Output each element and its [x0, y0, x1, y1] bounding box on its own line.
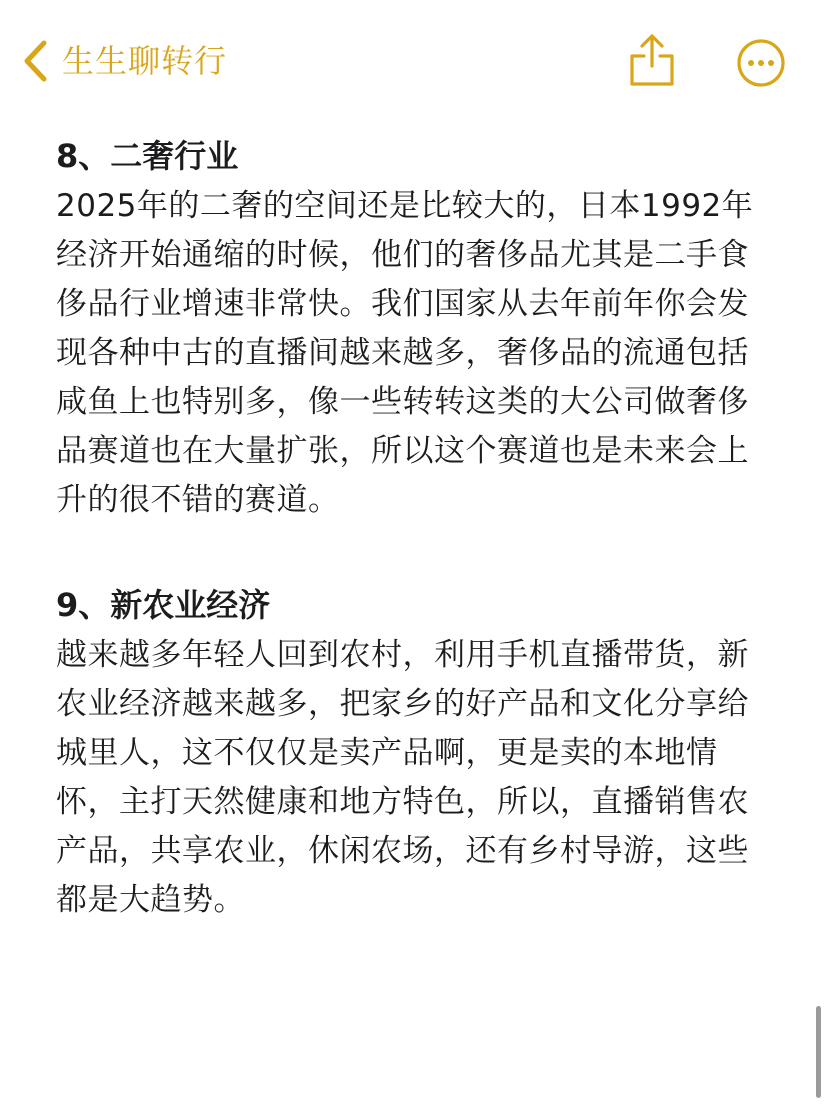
back-button[interactable]	[22, 36, 227, 86]
vertical-scrollbar[interactable]	[816, 1006, 821, 1098]
note-section-9	[56, 579, 768, 925]
share-icon[interactable]	[628, 32, 676, 88]
section-paragraph: 越来越多年轻人回到农村，利用手机直播带货，新农业经济越来越多，把家乡的好产品和文化分享给城里人，这不仅仅是卖产品啊，更是卖的本地情怀，主打天然健康和地方特色，所以，直播销售农产品，共享农业，休闲农场，还有乡村导游，这些都是大趋势。	[56, 637, 749, 918]
navigation-bar	[0, 0, 828, 120]
note-section-8	[56, 130, 768, 525]
note-body	[56, 130, 768, 925]
more-circle-icon[interactable]	[736, 38, 786, 88]
section-paragraph: 2025年的二奢的空间还是比较大的，日本1992年经济开始通缩的时候，他们的奢侈品尤其是二手食侈品行业增速非常快。我们国家从去年前年你会发现各种中古的直播间越来越多，奢侈品的流通包括咸鱼上也特别多，像一些转转这类的大公司做奢侈品赛道也在大量扩张，所以这个赛道也是未来会上升的很不错的赛道。	[56, 188, 754, 518]
chevron-left-icon	[22, 40, 48, 82]
section-heading: 9、新农业经济	[56, 586, 271, 624]
back-label: 生生聊转行	[62, 42, 228, 80]
section-heading: 8、二奢行业	[56, 137, 239, 175]
